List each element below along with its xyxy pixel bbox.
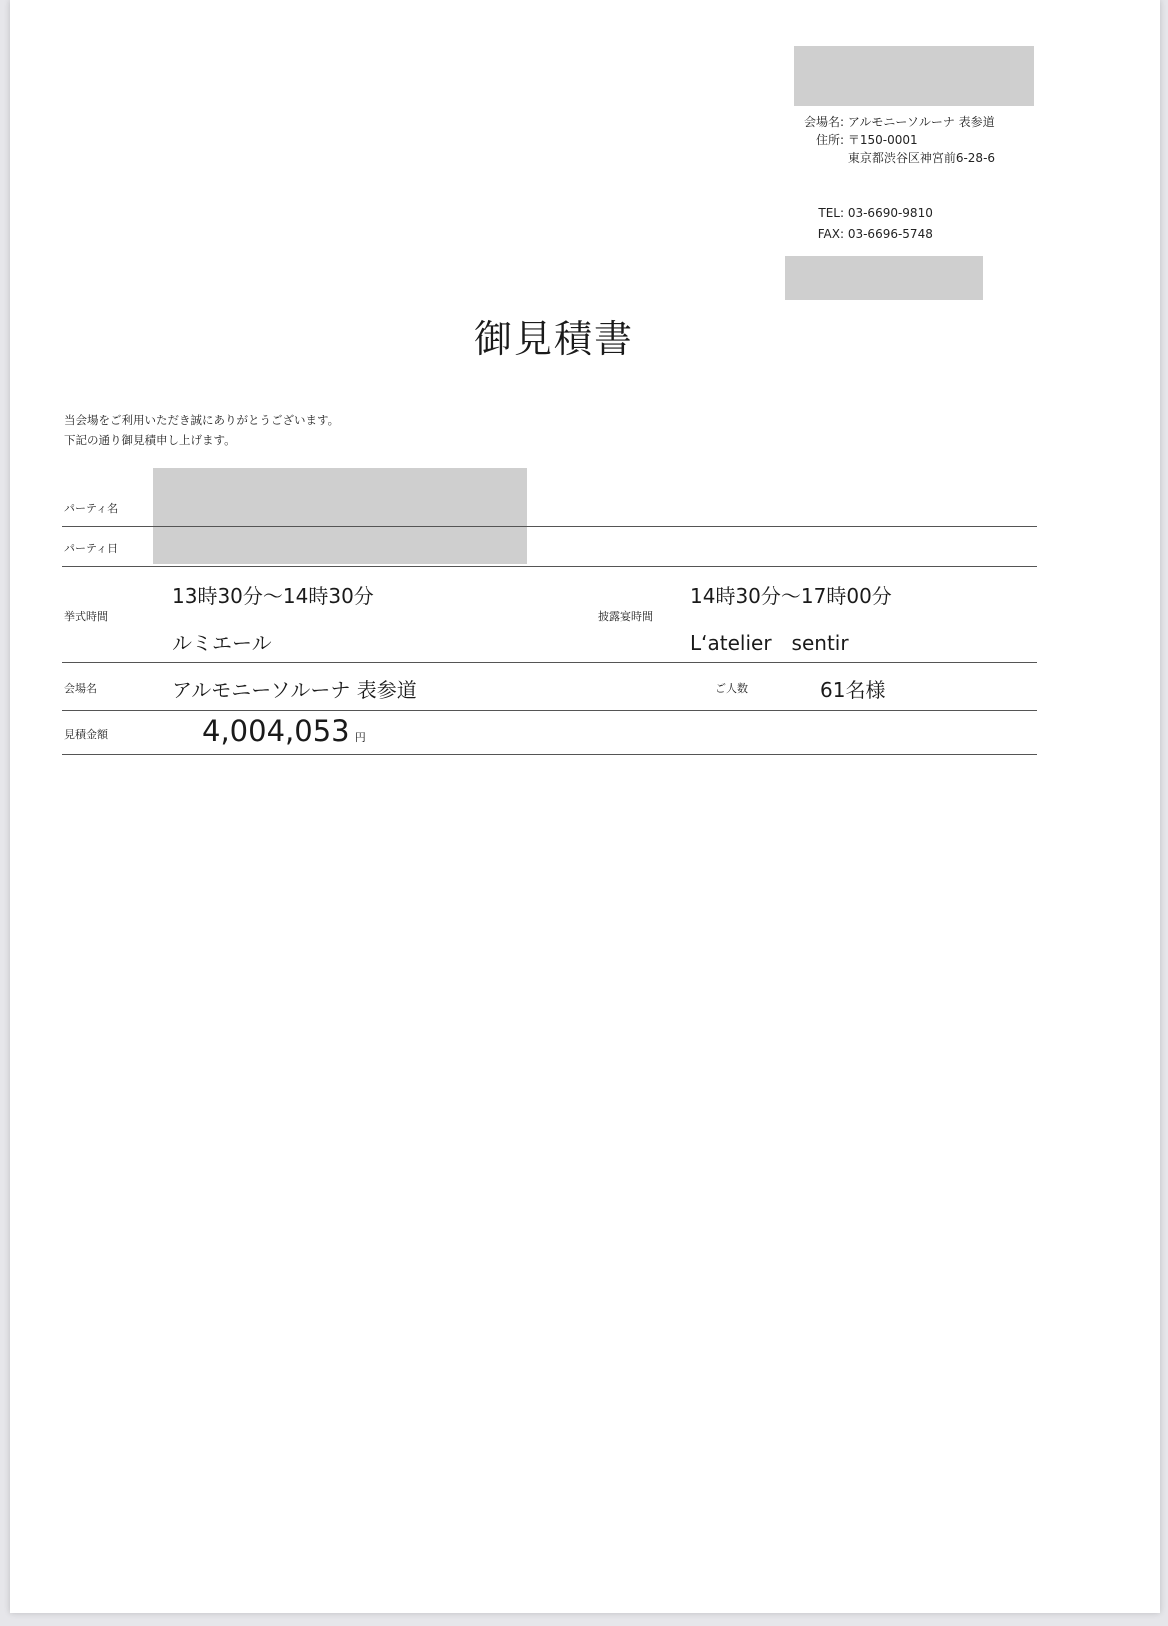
amount-unit: 円	[354, 731, 366, 744]
venue-name: アルモニーソルーナ 表参道	[847, 115, 995, 129]
amount-label: 見積金額	[64, 728, 108, 741]
ceremony-place: ルミエール	[172, 631, 272, 655]
reception-time: 14時30分〜17時00分	[690, 584, 892, 608]
intro-text	[64, 410, 339, 450]
guests-label: ご人数	[715, 682, 748, 695]
venue-info	[790, 113, 995, 245]
amount	[202, 714, 366, 748]
intro-line-2: 下記の通り御見積申し上げます。	[64, 433, 236, 447]
reception-time-label: 披露宴時間	[598, 610, 653, 623]
party-name-label: パーティ名	[64, 502, 119, 515]
fax-number: 03-6696-5748	[847, 227, 933, 241]
venue-address-label: 住所:	[815, 133, 844, 147]
row-divider	[62, 754, 1037, 755]
reception-place: L‘atelier sentir	[690, 631, 849, 655]
redacted-party-info	[153, 468, 527, 564]
row-divider	[62, 566, 1037, 567]
redacted-logo	[794, 46, 1034, 106]
ceremony-time-label: 挙式時間	[64, 610, 108, 623]
venue-value: アルモニーソルーナ 表参道	[172, 678, 417, 702]
document-title: 御見積書	[474, 317, 635, 361]
tel-label: TEL:	[818, 206, 844, 220]
row-divider	[62, 710, 1037, 711]
row-divider	[62, 662, 1037, 663]
estimate-document	[10, 0, 1160, 1613]
intro-line-1: 当会場をご利用いただき誠にありがとうございます。	[64, 413, 340, 427]
fax-label: FAX:	[817, 227, 844, 241]
redacted-stamp	[785, 256, 983, 300]
venue-postal: 〒150-0001	[847, 133, 918, 147]
venue-name-label: 会場名:	[803, 115, 844, 129]
venue-address: 東京都渋谷区神宮前6-28-6	[847, 151, 996, 165]
amount-value: 4,004,053	[202, 714, 350, 748]
row-divider	[62, 526, 1037, 527]
tel-number: 03-6690-9810	[847, 206, 933, 220]
ceremony-time: 13時30分〜14時30分	[172, 584, 374, 608]
party-date-label: パーティ日	[64, 542, 119, 555]
guests-value: 61名様	[820, 678, 886, 702]
venue-label: 会場名	[64, 682, 97, 695]
